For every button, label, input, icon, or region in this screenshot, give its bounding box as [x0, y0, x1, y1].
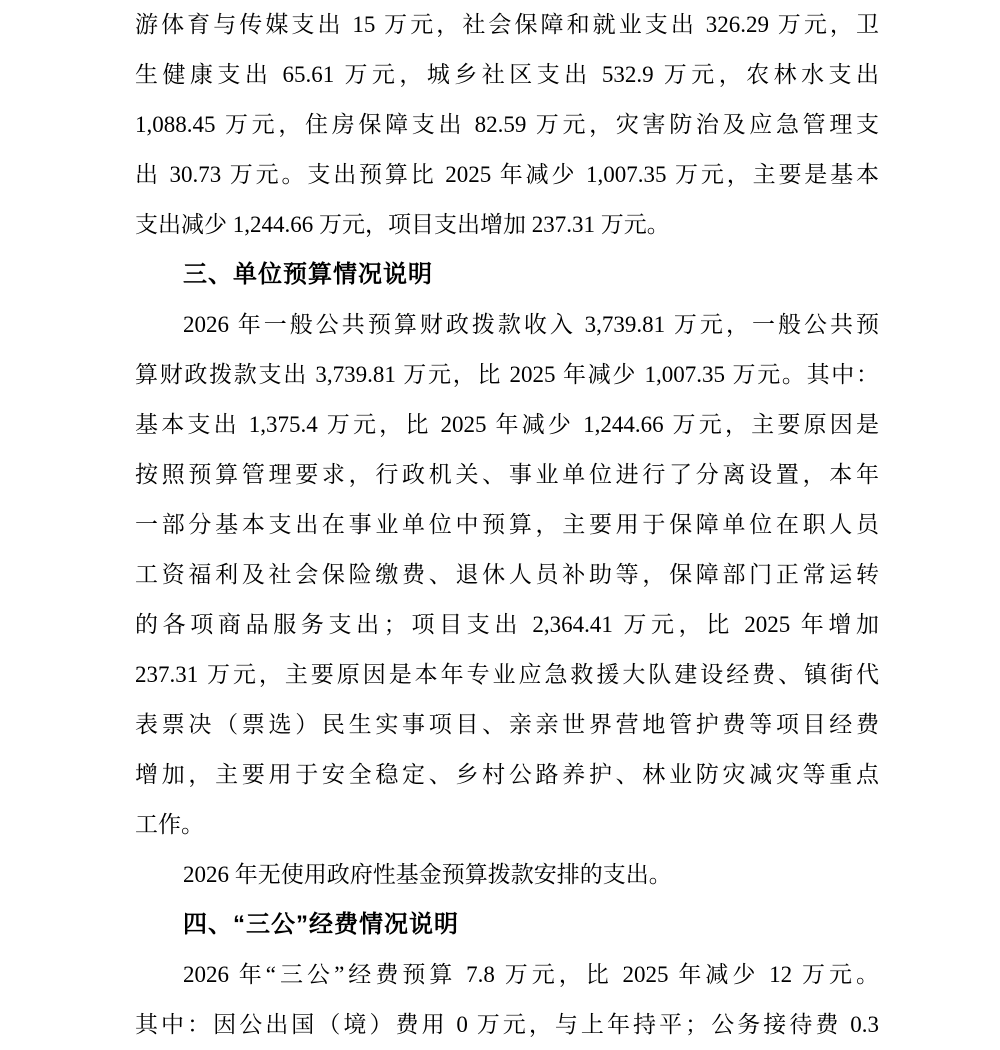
paragraph-first-line: 2026 年“三公”经费预算 7.8 万元，比 2025 年减少 12 万元。: [183, 962, 879, 987]
text-line: 按照预算管理要求，行政机关、事业单位进行了分离设置，本年: [135, 462, 879, 487]
text-line: 生健康支出 65.61 万元，城乡社区支出 532.9 万元，农林水支出: [135, 62, 879, 87]
document-body: [135, 0, 879, 1050]
text-line: 增加，主要用于安全稳定、乡村公路养护、林业防灾减灾等重点: [135, 762, 879, 787]
section-heading-4: 四、“三公”经费情况说明: [183, 911, 459, 938]
paragraph-first-line: 2026 年一般公共预算财政拨款收入 3,739.81 万元，一般公共预: [183, 312, 879, 337]
text-line: 工资福利及社会保险缴费、退休人员补助等，保障部门正常运转: [135, 562, 879, 587]
text-line: 237.31 万元，主要原因是本年专业应急救援大队建设经费、镇街代: [135, 662, 879, 687]
text-line: 基本支出 1,375.4 万元，比 2025 年减少 1,244.66 万元，主要原因是: [135, 412, 879, 437]
text-line: 表票决（票选）民生实事项目、亲亲世界营地管护费等项目经费: [135, 712, 879, 737]
text-line: 算财政拨款支出 3,739.81 万元，比 2025 年减少 1,007.35 万元。其中：: [135, 362, 879, 387]
text-line: 的各项商品服务支出；项目支出 2,364.41 万元，比 2025 年增加: [135, 612, 879, 637]
single-line-paragraph: 2026 年无使用政府性基金预算拨款安排的支出。: [183, 862, 672, 887]
paragraph-end-line: 支出减少 1,244.66 万元，项目支出增加 237.31 万元。: [135, 212, 670, 237]
text-line: 其中：因公出国（境）费用 0 万元，与上年持平；公务接待费 0.3: [135, 1012, 879, 1037]
section-heading-3: 三、单位预算情况说明: [183, 261, 433, 288]
paragraph-end-line: 工作。: [135, 812, 204, 837]
text-line: 出 30.73 万元。支出预算比 2025 年减少 1,007.35 万元，主要是基本: [135, 162, 879, 187]
text-line: 1,088.45 万元，住房保障支出 82.59 万元，灾害防治及应急管理支: [135, 112, 879, 137]
text-line: 一部分基本支出在事业单位中预算，主要用于保障单位在职人员: [135, 512, 879, 537]
text-line: 游体育与传媒支出 15 万元，社会保障和就业支出 326.29 万元，卫: [135, 12, 879, 37]
